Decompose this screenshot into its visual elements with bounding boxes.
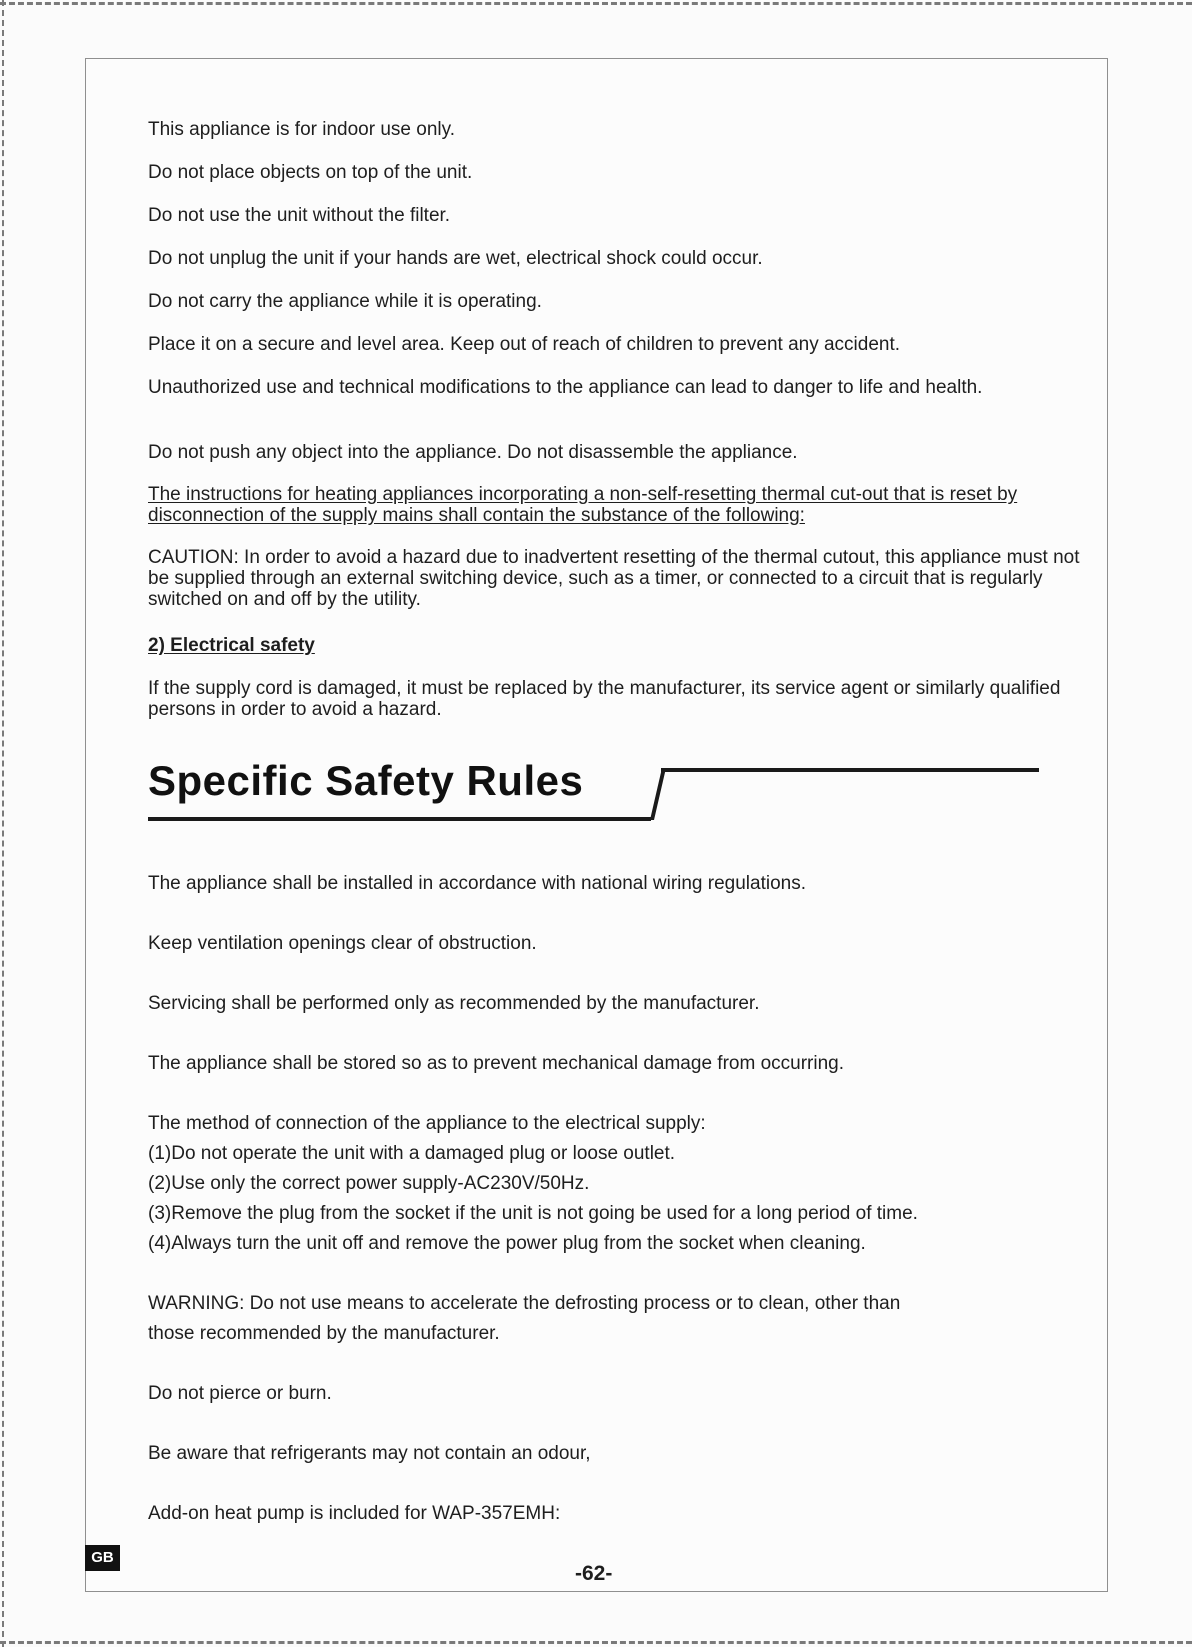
thermal-cutout-caution: CAUTION: In order to avoid a hazard due to inadvertent resetting of the thermal cutout, this appliance must not be supplied through an external switching device, such as a timer, or connected to a circuit that is regularly switched on and off by the utility. xyxy=(148,547,1080,610)
defrost-warning-line-2: those recommended by the manufacturer. xyxy=(148,1323,500,1344)
cut-line-left xyxy=(2,0,4,1647)
rule-filter-required: Do not use the unit without the filter. xyxy=(148,205,451,226)
electrical-safety-text: If the supply cord is damaged, it must be replaced by the manufacturer, its service agent or similarly qualified persons in order to avoid a hazard. xyxy=(148,678,1061,720)
rule-wiring-regulations: The appliance shall be installed in accordance with national wiring regulations. xyxy=(148,873,807,894)
electrical-safety-title: 2) Electrical safety xyxy=(148,635,315,656)
rule-do-not-carry: Do not carry the appliance while it is operating. xyxy=(148,291,542,312)
page-frame xyxy=(85,58,1108,1592)
addon-heat-pump: Add-on heat pump is included for WAP-357EMH: xyxy=(148,1503,561,1524)
defrost-warning-line-1: WARNING: Do not use means to accelerate the defrosting process or to clean, other than xyxy=(148,1293,901,1314)
rule-no-objects-on-top: Do not place objects on top of the unit. xyxy=(148,162,473,183)
connection-step-4: (4)Always turn the unit off and remove the power plug from the socket when cleaning. xyxy=(148,1233,866,1254)
connection-step-3: (3)Remove the plug from the socket if the unit is not going be used for a long period of time. xyxy=(148,1203,918,1224)
rule-no-objects-inside: Do not push any object into the appliance. Do not disassemble the appliance. xyxy=(148,442,798,463)
cut-line-top xyxy=(0,2,1192,5)
rule-secure-level-area: Place it on a secure and level area. Keep out of reach of children to prevent any accident. xyxy=(148,334,901,355)
rule-pierce-burn: Do not pierce or burn. xyxy=(148,1383,332,1404)
connection-step-1: (1)Do not operate the unit with a damaged plug or loose outlet. xyxy=(148,1143,676,1164)
rule-ventilation: Keep ventilation openings clear of obstruction. xyxy=(148,933,537,954)
cut-line-bottom xyxy=(0,1641,1192,1644)
rule-storage: The appliance shall be stored so as to prevent mechanical damage from occurring. xyxy=(148,1053,844,1074)
rule-indoor-use: This appliance is for indoor use only. xyxy=(148,119,455,140)
rule-unauthorized-use: Unauthorized use and technical modifications to the appliance can lead to danger to life and health. xyxy=(148,377,983,398)
title-rule-extension xyxy=(661,768,1039,772)
thermal-cutout-notice: The instructions for heating appliances incorporating a non-self-resetting thermal cut-out that is reset by disconnection of the supply mains shall contain the substance of the following: xyxy=(148,484,1018,526)
page-number: -62- xyxy=(575,1562,613,1585)
rule-wet-hands: Do not unplug the unit if your hands are wet, electrical shock could occur. xyxy=(148,248,763,269)
section-title: Specific Safety Rules xyxy=(148,757,584,804)
rule-servicing: Servicing shall be performed only as recommended by the manufacturer. xyxy=(148,993,760,1014)
language-badge: GB xyxy=(85,1545,120,1571)
title-underline xyxy=(148,817,651,821)
connection-intro: The method of connection of the appliance to the electrical supply: xyxy=(148,1113,706,1134)
rule-refrigerant-odour: Be aware that refrigerants may not contain an odour, xyxy=(148,1443,591,1464)
connection-step-2: (2)Use only the correct power supply-AC230V/50Hz. xyxy=(148,1173,590,1194)
